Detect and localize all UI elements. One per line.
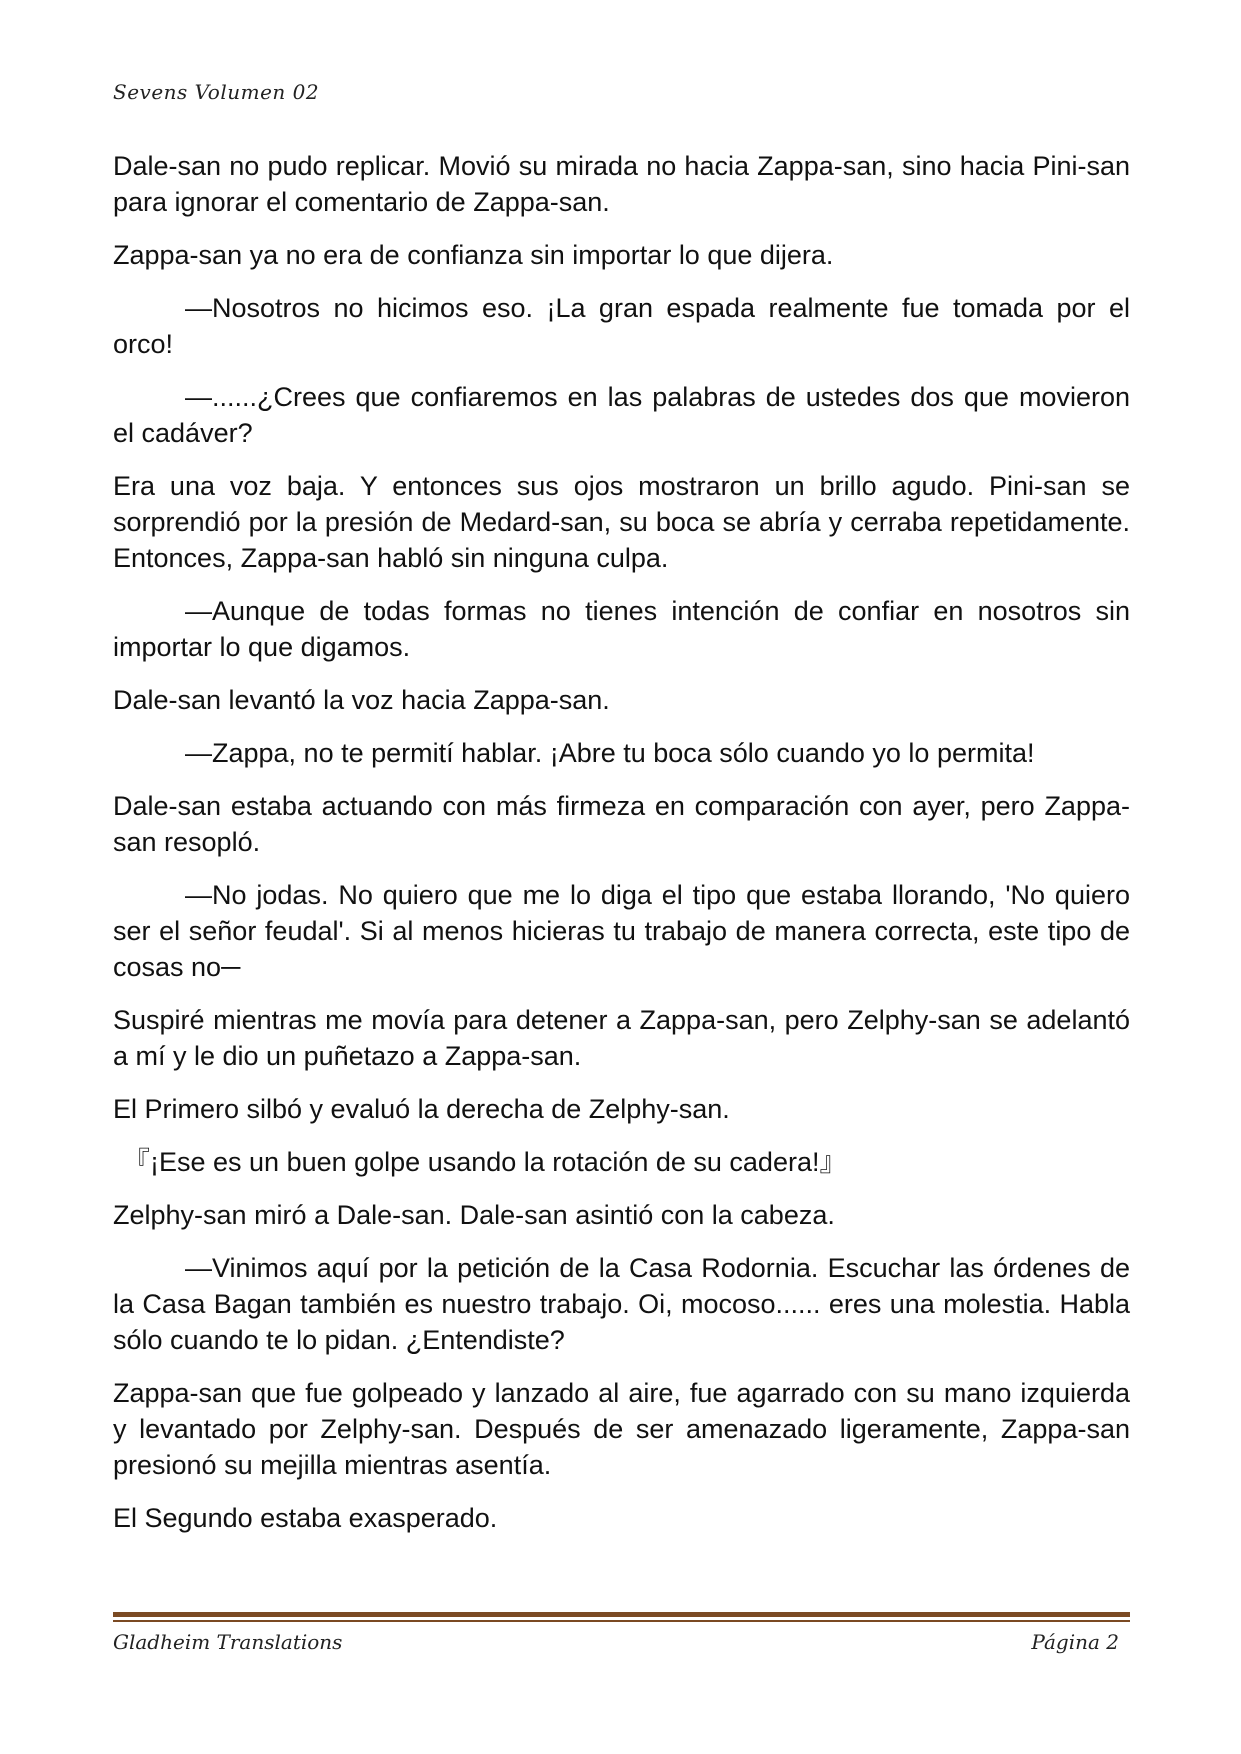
paragraph: Zelphy-san miró a Dale-san. Dale-san asintió con la cabeza.	[113, 1200, 835, 1230]
footer-divider-thick	[113, 1612, 1130, 1617]
paragraph: Era una voz baja. Y entonces sus ojos mostraron un brillo agudo. Pini-san se sorprendió por la presión de Medard-san, su boca se abría y cerraba repetidamente. Entonces, Zappa-san habló sin ninguna culpa.	[113, 471, 1130, 573]
paragraph: El Segundo estaba exasperado.	[113, 1503, 498, 1533]
dialog-paragraph: —Zappa, no te permití hablar. ¡Abre tu boca sólo cuando yo lo permita!	[185, 738, 1035, 768]
paragraph: Dale-san no pudo replicar. Movió su mirada no hacia Zappa-san, sino hacia Pini-san para ignorar el comentario de Zappa-san.	[113, 151, 1130, 217]
paragraph: Zappa-san que fue golpeado y lanzado al aire, fue agarrado con su mano izquierda y levantado por Zelphy-san. Después de ser amenazado ligeramente, Zappa-san presionó su mejilla mientras asentía.	[113, 1378, 1130, 1480]
paragraph: Suspiré mientras me movía para detener a Zappa-san, pero Zelphy-san se adelantó a mí y le dio un puñetazo a Zappa-san.	[113, 1005, 1130, 1071]
bracket-quote-paragraph: 『¡Ese es un buen golpe usando la rotación de su cadera!』	[123, 1147, 847, 1177]
paragraph: Dale-san levantó la voz hacia Zappa-san.	[113, 685, 610, 715]
dialog-paragraph: —Vinimos aquí por la petición de la Casa Rodornia. Escuchar las órdenes de la Casa Bagan también es nuestro trabajo. Oi, mocoso...... eres una molestia. Habla sólo cuando te lo pidan. ¿Entendiste?	[113, 1253, 1130, 1355]
dialog-paragraph: —......¿Crees que confiaremos en las palabras de ustedes dos que movieron el cadáver?	[113, 382, 1130, 448]
dialog-paragraph: —No jodas. No quiero que me lo diga el tipo que estaba llorando, 'No quiero ser el señor feudal'. Si al menos hicieras tu trabajo de manera correcta, este tipo de cosas no─	[113, 880, 1130, 982]
paragraph: Dale-san estaba actuando con más firmeza en comparación con ayer, pero Zappa-san resopló.	[113, 791, 1130, 857]
dialog-paragraph: —Aunque de todas formas no tienes intención de confiar en nosotros sin importar lo que digamos.	[113, 596, 1130, 662]
body-text	[113, 148, 1130, 1553]
paragraph: Zappa-san ya no era de confianza sin importar lo que dijera.	[113, 240, 834, 270]
page-number: Página 2	[1031, 1630, 1119, 1654]
footer-publisher: Gladheim Translations	[113, 1630, 343, 1654]
footer-divider-thin	[113, 1620, 1130, 1622]
paragraph: El Primero silbó y evaluó la derecha de Zelphy-san.	[113, 1094, 730, 1124]
dialog-paragraph: —Nosotros no hicimos eso. ¡La gran espada realmente fue tomada por el orco!	[113, 293, 1130, 359]
running-header: Sevens Volumen 02	[113, 80, 320, 104]
